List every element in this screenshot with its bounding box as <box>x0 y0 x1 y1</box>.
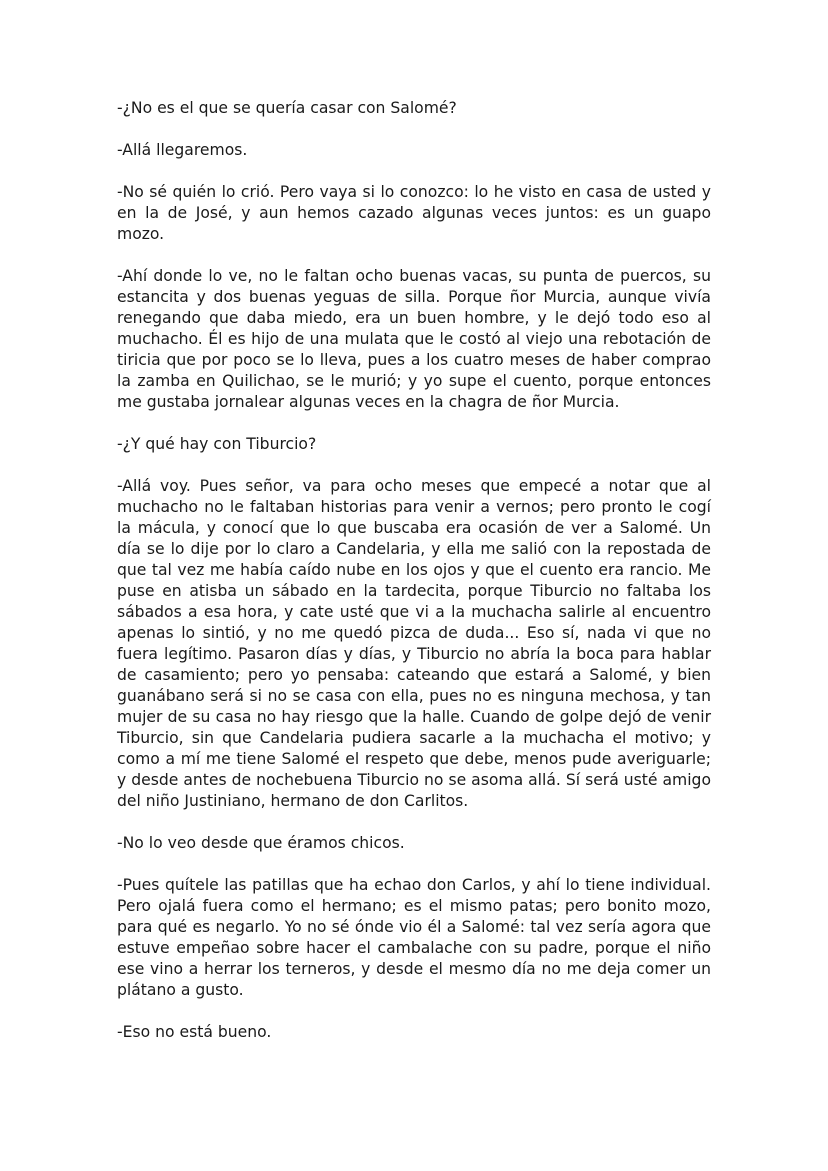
paragraph: -Allá voy. Pues señor, va para ocho meses que empecé a notar que al muchacho no le faltaban historias para venir a vernos; pero pronto le cogí la mácula, y conocí que lo que buscaba era ocasión de ver a Salomé. Un día se lo dije por lo claro a Candelaria, y ella me salió con la repostada de que tal vez me había caído nube en los ojos y que el cuento era rancio. Me puse en atisba un sábado en la tardecita, porque Tiburcio no faltaba los sábados a esa hora, y cate usté que vi a la muchacha salirle al encuentro apenas lo sintió, y no me quedó pizca de duda... Eso sí, nada vi que no fuera legítimo. Pasaron días y días, y Tiburcio no abría la boca para hablar de casamiento; pero yo pensaba: cateando que estará a Salomé, y bien guanábano será si no se casa con ella, pues no es ninguna mechosa, y tan mujer de su casa no hay riesgo que la halle. Cuando de golpe dejó de venir Tiburcio, sin que Candelaria pudiera sacarle a la muchacha el motivo; y como a mí me tiene Salomé el respeto que debe, menos pude averiguarle; y desde antes de nochebuena Tiburcio no se asoma allá. Sí será usté amigo del niño Justiniano, hermano de don Carlitos. <box>117 477 711 810</box>
paragraph: -No lo veo desde que éramos chicos. <box>117 834 405 852</box>
paragraph: -¿No es el que se quería casar con Salomé? <box>117 99 457 117</box>
paragraph: -Eso no está bueno. <box>117 1023 272 1041</box>
paragraph: -Pues quítele las patillas que ha echao don Carlos, y ahí lo tiene individual. Pero ojalá fuera como el hermano; es el mismo patas; pero bonito mozo, para qué es negarlo. Yo no sé ónde vio él a Salomé: tal vez sería agora que estuve empeñao sobre hacer el cambalache con su padre, porque el niño ese vino a herrar los terneros, y desde el mesmo día no me deja comer un plátano a gusto. <box>117 876 711 999</box>
paragraph: -Ahí donde lo ve, no le faltan ocho buenas vacas, su punta de puercos, su estancita y dos buenas yeguas de silla. Porque ñor Murcia, aunque vivía renegando que daba miedo, era un buen hombre, y le dejó todo eso al muchacho. Él es hijo de una mulata que le costó al viejo una rebotación de tiricia que por poco se lo lleva, pues a los cuatro meses de haber comprao la zamba en Quilichao, se le murió; y yo supe el cuento, porque entonces me gustaba jornalear algunas veces en la chagra de ñor Murcia. <box>117 267 711 411</box>
paragraph: -¿Y qué hay con Tiburcio? <box>117 435 317 453</box>
paragraph: -Allá llegaremos. <box>117 141 248 159</box>
paragraph: -No sé quién lo crió. Pero vaya si lo conozco: lo he visto en casa de usted y en la de José, y aun hemos cazado algunas veces juntos: es un guapo mozo. <box>117 183 711 243</box>
document-page <box>117 98 711 1064</box>
